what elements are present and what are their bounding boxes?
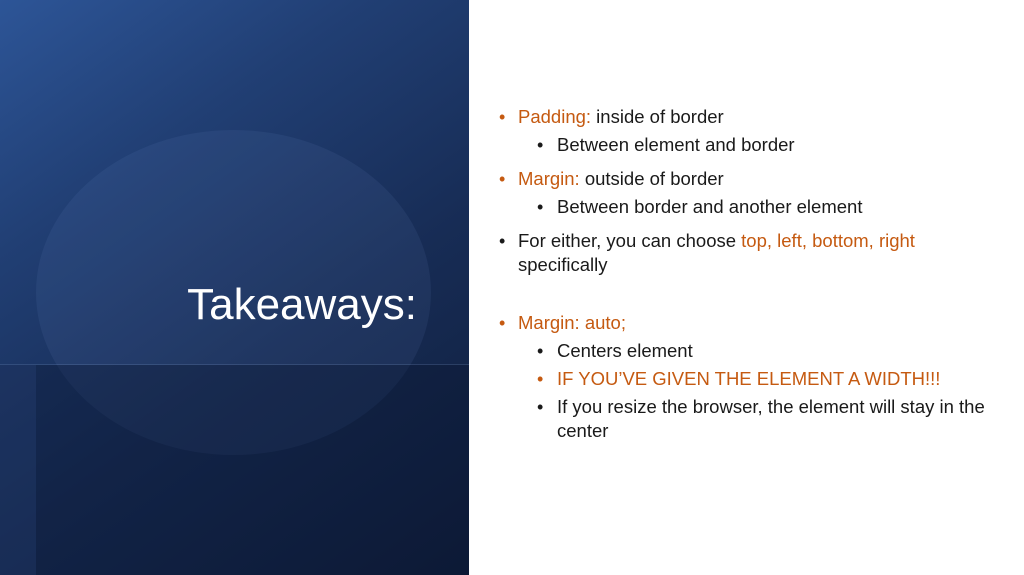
list-subitem-warning [499,367,989,391]
list-subitem [499,339,989,363]
item-text: For either, you can choose [518,230,742,251]
decorative-line [0,364,469,365]
title-panel [0,0,469,575]
list-item-margin [499,167,989,191]
item-heading: Padding: [518,106,592,127]
decorative-strip [0,365,36,575]
item-text: Between element and border [557,134,795,155]
item-text: specifically [518,254,608,275]
bullet-icon: • [537,135,544,155]
item-text: If you resize the browser, the element will stay in the center [557,396,985,441]
item-text: outside of border [579,168,724,189]
item-highlight: top, left, bottom, right [741,230,915,251]
bullet-icon: • [499,107,506,127]
bullet-icon: • [499,231,506,251]
bullet-icon: • [537,341,544,361]
list-subitem [499,195,989,219]
item-heading: Margin: [518,168,580,189]
item-text: Centers element [557,340,693,361]
list-item-margin-auto [499,311,989,335]
bullet-icon: • [499,169,506,189]
item-text: IF YOU’VE GIVEN THE ELEMENT A WIDTH!!! [557,368,941,389]
bullet-icon: • [537,397,544,417]
bullet-list [499,105,989,443]
item-heading: Margin: auto; [518,312,626,333]
list-subitem [499,133,989,157]
list-item-either [499,229,989,277]
list-subitem [499,395,989,443]
decorative-block [0,365,469,575]
list-item-padding [499,105,989,129]
bullet-icon: • [537,197,544,217]
bullet-icon: • [499,313,506,333]
item-text: inside of border [591,106,724,127]
slide-title: Takeaways: [187,280,417,329]
bullet-icon: • [537,369,544,389]
item-text: Between border and another element [557,196,863,217]
